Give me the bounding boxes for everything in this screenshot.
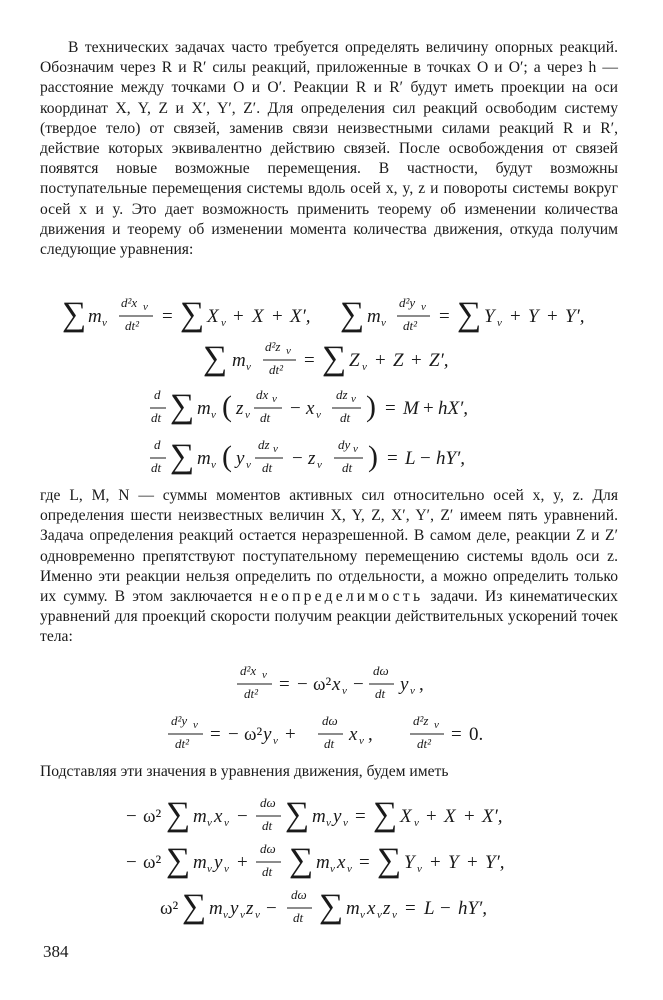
svg-text:=: = [387,448,398,469]
svg-text:ν: ν [360,909,365,921]
svg-text:X′,: X′, [482,806,503,827]
svg-text:X: X [400,806,412,827]
svg-text:ν: ν [245,409,250,421]
svg-text:Y′,: Y′, [485,852,505,873]
svg-text:−: − [292,448,303,469]
svg-text:ν: ν [377,909,382,921]
svg-text:ν: ν [359,735,364,747]
svg-text:z: z [308,448,316,469]
svg-text:dt: dt [260,410,271,425]
svg-text:hY′,: hY′, [436,448,465,469]
svg-text:ω²: ω² [244,724,263,745]
svg-text:=: = [279,674,290,695]
svg-text:ν: ν [330,863,335,875]
svg-text:Y: Y [528,306,539,327]
svg-text:,: , [368,724,373,745]
svg-text:y: y [263,724,272,745]
svg-text:∑: ∑ [203,340,228,377]
svg-text:−: − [297,674,308,695]
svg-text:Y: Y [404,852,415,873]
svg-text:=: = [355,806,366,827]
svg-text:Y: Y [484,306,495,327]
svg-text:dt: dt [262,864,273,879]
svg-text:∑: ∑ [182,888,207,925]
page-number: 384 [43,942,69,961]
svg-text:(: ( [222,390,232,423]
svg-text:dω: dω [260,795,276,810]
svg-text:m: m [316,852,330,873]
svg-text:ν: ν [286,345,291,357]
svg-text:L: L [424,898,435,919]
svg-text:(: ( [222,440,232,473]
svg-text:0.: 0. [469,724,484,745]
svg-text:dt: dt [151,460,162,475]
svg-text:−: − [237,806,248,827]
svg-text:dx: dx [256,387,269,402]
equation-moment-y [0,384,663,428]
svg-text:=: = [385,398,396,419]
svg-text:−: − [126,852,137,873]
svg-text:ν: ν [362,361,367,373]
svg-text:dt: dt [262,818,273,833]
svg-text:−: − [353,674,364,695]
svg-text:ν: ν [421,301,426,313]
equation-result-x [0,792,663,836]
svg-text:): ) [368,440,378,473]
svg-text:ω²: ω² [313,674,332,695]
svg-text:d²z: d²z [265,339,281,354]
svg-text:ν: ν [262,669,267,681]
svg-text:ω²: ω² [160,898,179,919]
paragraph-text: где L, M, N — суммы моментов активных сил относительно осей x, y, z. Для определения шести неизвестных величин X, Y, Z, X′, Y′, Z′ имеем пять уравнений. Задача определения реакций остается неразрешенной. В самом деле, реакции Z и Z′ одновременно препятствуют поступательному перемещению системы вдоль оси z. Именно эти реакции нельзя определить по отдельности, а можно определить только их сумму. В этом заключается [40,487,618,606]
svg-text:ν: ν [342,685,347,697]
svg-text:d: d [154,387,161,402]
svg-text:): ) [366,390,376,423]
svg-text:Z′,: Z′, [429,350,449,371]
svg-text:ν: ν [351,393,356,405]
svg-text:ν: ν [211,409,216,421]
svg-text:x: x [214,806,223,827]
svg-text:m: m [193,806,207,827]
svg-text:ν: ν [221,317,226,329]
svg-text:+: + [423,398,434,419]
svg-text:ω²: ω² [143,852,162,873]
svg-text:ν: ν [240,909,245,921]
svg-text:ν: ν [246,361,251,373]
svg-text:Y: Y [448,852,459,873]
svg-text:,: , [419,674,424,695]
svg-text:−: − [290,398,301,419]
svg-text:m: m [88,306,102,327]
svg-text:dt²: dt² [269,362,284,377]
svg-text:ν: ν [316,409,321,421]
paragraph-substitution: Подставляя эти значения в уравнения движения, будем иметь [40,763,449,780]
svg-text:y: y [230,898,239,919]
svg-text:ν: ν [211,459,216,471]
svg-text:ν: ν [273,735,278,747]
svg-text:x: x [332,674,341,695]
svg-text:m: m [193,852,207,873]
svg-text:m: m [346,898,360,919]
svg-text:dω: dω [322,713,338,728]
svg-text:ν: ν [224,817,229,829]
svg-text:−: − [420,448,431,469]
svg-text:ν: ν [223,909,228,921]
svg-text:X: X [444,806,456,827]
svg-text:hY′,: hY′, [458,898,487,919]
svg-text:X: X [207,306,219,327]
paragraph-indeterminacy [40,486,618,648]
svg-text:ν: ν [381,317,386,329]
svg-text:Y′,: Y′, [565,306,585,327]
svg-text:ν: ν [414,817,419,829]
svg-text:ν: ν [410,685,415,697]
svg-text:dt: dt [324,736,335,751]
svg-text:=: = [451,724,462,745]
svg-text:∑: ∑ [319,888,344,925]
svg-text:ν: ν [102,317,107,329]
svg-text:+: + [375,350,386,371]
svg-text:ν: ν [246,459,251,471]
equation-momentum-xy [0,292,663,336]
svg-text:ν: ν [326,817,331,829]
svg-text:m: m [197,448,211,469]
svg-text:+: + [464,806,475,827]
svg-text:dt²: dt² [417,736,432,751]
svg-text:ω²: ω² [143,806,162,827]
svg-text:−: − [126,806,137,827]
svg-text:z: z [383,898,391,919]
svg-text:dω: dω [373,663,389,678]
svg-text:M: M [403,398,419,419]
svg-text:Z: Z [349,350,360,371]
svg-text:−: − [266,898,277,919]
svg-text:+: + [272,306,283,327]
equation-result-moment [0,884,663,928]
svg-text:m: m [367,306,381,327]
svg-text:dω: dω [291,887,307,902]
svg-text:dt²: dt² [125,318,140,333]
equation-accel-yz [0,710,663,754]
svg-text:y: y [400,674,409,695]
spaced-term: неопределимость [259,588,424,606]
paragraph-text: задачи. Из кинематических уравнений для проекций скорости получим реакции действительных ускорений точек тела: [40,588,618,646]
svg-text:ν: ν [317,459,322,471]
svg-text:ν: ν [434,719,439,731]
svg-text:ν: ν [193,719,198,731]
svg-text:ν: ν [343,817,348,829]
paragraph-intro: В технических задачах часто требуется определять величину опорных реакций. Обозначим через R и R′ силы реакций, приложенные в точках O и O′; а через h — расстояние между точками O и O′. Реакции R и R′ будут иметь проекции на оси координат X, Y, Z и X′, Y′, Z′. Для определения сил реакций освободим систему (твердое тело) от связей, заменив связи неизвестными силами реакций R и R′, действие которых эквивалентно действию связей. После освобождения от связей появятся новые возможные перемещения. В частности, будут возможны поступательные перемещения системы вдоль осей x, y, z и повороты системы вокруг осей x и y. Это дает возможность применить теорему об изменении количества движения и теорему об изменении момента количества движения, откуда получим следующие уравнения: [40,39,618,259]
svg-text:+: + [547,306,558,327]
svg-text:dt²: dt² [175,736,190,751]
svg-text:dt²: dt² [244,686,259,701]
svg-text:ν: ν [224,863,229,875]
svg-text:y: y [236,448,245,469]
svg-text:−: − [228,724,239,745]
svg-text:+: + [426,806,437,827]
svg-text:dt: dt [262,460,273,475]
svg-text:d²y: d²y [399,295,416,310]
svg-text:=: = [304,350,315,371]
svg-text:+: + [233,306,244,327]
svg-text:ν: ν [255,909,260,921]
svg-text:m: m [197,398,211,419]
svg-text:ν: ν [273,443,278,455]
svg-text:=: = [405,898,416,919]
svg-text:x: x [367,898,376,919]
equation-moment-x [0,434,663,478]
svg-text:∑: ∑ [180,296,205,333]
svg-text:−: − [440,898,451,919]
svg-text:dt²: dt² [403,318,418,333]
svg-text:m: m [209,898,223,919]
svg-text:ν: ν [207,863,212,875]
svg-text:z: z [236,398,244,419]
svg-text:x: x [337,852,346,873]
svg-text:=: = [439,306,450,327]
svg-text:ν: ν [497,317,502,329]
svg-text:d²x: d²x [121,295,138,310]
svg-text:+: + [467,852,478,873]
svg-text:∑: ∑ [457,296,482,333]
svg-text:d²y: d²y [171,713,188,728]
svg-text:d²z: d²z [413,713,429,728]
svg-text:=: = [359,852,370,873]
svg-text:∑: ∑ [377,842,402,879]
svg-text:+: + [411,350,422,371]
svg-text:y: y [214,852,223,873]
svg-text:dy: dy [338,437,351,452]
equation-accel-x [0,660,663,704]
svg-text:∑: ∑ [170,438,195,475]
svg-text:d²x: d²x [240,663,257,678]
svg-text:m: m [232,350,246,371]
svg-text:∑: ∑ [285,796,310,833]
svg-text:ν: ν [272,393,277,405]
svg-text:z: z [246,898,254,919]
svg-text:∑: ∑ [166,796,191,833]
svg-text:∑: ∑ [166,842,191,879]
svg-text:∑: ∑ [289,842,314,879]
svg-text:L: L [405,448,416,469]
svg-text:∑: ∑ [322,340,347,377]
svg-text:ν: ν [353,443,358,455]
svg-text:ν: ν [392,909,397,921]
svg-text:∑: ∑ [62,296,87,333]
svg-text:∑: ∑ [373,796,398,833]
svg-text:=: = [210,724,221,745]
svg-text:∑: ∑ [340,296,365,333]
svg-text:=: = [162,306,173,327]
svg-text:x: x [349,724,358,745]
svg-text:m: m [312,806,326,827]
svg-text:dt: dt [342,460,353,475]
svg-text:X′,: X′, [290,306,311,327]
svg-text:∑: ∑ [170,388,195,425]
svg-text:y: y [333,806,342,827]
svg-text:+: + [430,852,441,873]
svg-text:hX′,: hX′, [438,398,469,419]
equation-result-y [0,838,663,882]
svg-text:dt: dt [375,686,386,701]
svg-text:+: + [237,852,248,873]
svg-text:ν: ν [417,863,422,875]
svg-text:X: X [252,306,264,327]
svg-text:Z: Z [393,350,404,371]
svg-text:d: d [154,437,161,452]
svg-text:+: + [285,724,296,745]
svg-text:dz: dz [336,387,348,402]
svg-text:ν: ν [207,817,212,829]
svg-text:dω: dω [260,841,276,856]
svg-text:dt: dt [151,410,162,425]
svg-text:ν: ν [347,863,352,875]
svg-text:x: x [306,398,315,419]
svg-text:ν: ν [143,301,148,313]
svg-text:dt: dt [293,910,304,925]
svg-text:+: + [510,306,521,327]
svg-text:dt: dt [340,410,351,425]
svg-text:dz: dz [258,437,270,452]
equation-momentum-z [0,336,663,380]
